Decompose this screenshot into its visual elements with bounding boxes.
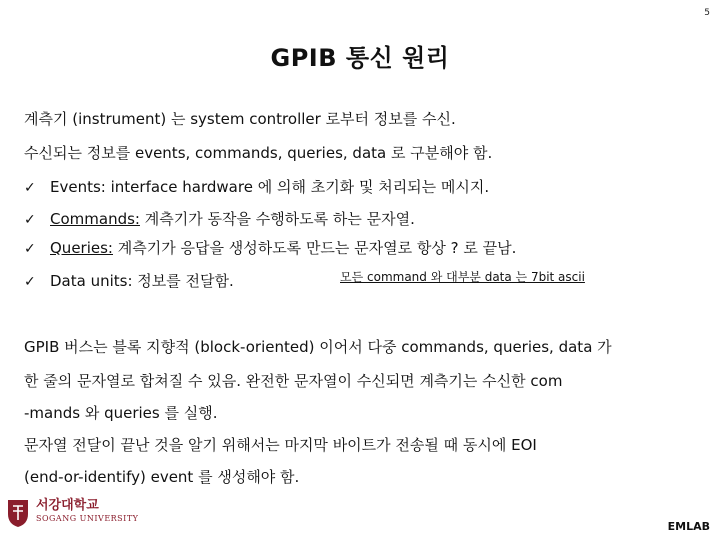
bullet-lead: Commands: [50, 210, 140, 228]
bullet-text: 정보를 전달함. [132, 272, 234, 290]
bullet-text: interface hardware 에 의해 초기화 및 처리되는 메시지. [105, 178, 490, 196]
crest-icon [6, 498, 30, 528]
body-line: GPIB 버스는 블록 지향적 (block-oriented) 이어서 다중 commands, queries, data 가 [24, 338, 612, 356]
bullet-queries [24, 237, 516, 258]
lab-label: EMLAB [667, 520, 710, 533]
check-icon: ✓ [24, 274, 36, 290]
bullet-text: 계측기가 응답을 생성하도록 만드는 문자열로 항상 ? 로 끝남. [112, 239, 517, 257]
university-logo [6, 498, 146, 530]
slide-title: GPIB 통신 원리 [270, 44, 450, 72]
bullet-lead: Data units: [50, 272, 133, 290]
bullet-text: 계측기가 동작을 수행하도록 하는 문자열. [139, 210, 415, 228]
body-line: 문자열 전달이 끝난 것을 알기 위해서는 마지막 바이트가 전송될 때 동시에 EOI [24, 436, 537, 454]
body-line: 한 줄의 문자열로 합쳐질 수 있음. 완전한 문자열이 수신되면 계측기는 수신한 com [24, 372, 563, 390]
check-icon: ✓ [24, 180, 36, 196]
bullet-lead: Events: [50, 178, 106, 196]
slide-number: 5 [704, 8, 710, 18]
logo-english-name: SOGANG UNIVERSITY [36, 514, 139, 523]
intro-line: 수신되는 정보를 events, commands, queries, data 로 구분해야 함. [24, 144, 493, 162]
body-line: (end-or-identify) event 를 생성해야 함. [24, 468, 300, 486]
bullet-data-units [24, 270, 234, 291]
intro-line: 계측기 (instrument) 는 system controller 로부터 정보를 수신. [24, 110, 456, 128]
check-icon: ✓ [24, 241, 36, 257]
bullet-lead: Queries: [50, 239, 113, 257]
check-icon: ✓ [24, 212, 36, 228]
body-line: -mands 와 queries 를 실행. [24, 404, 218, 422]
bullet-commands [24, 208, 415, 229]
logo-korean-name: 서강대학교 [36, 498, 99, 513]
bullet-events [24, 176, 489, 197]
ascii-note: 모든 command 와 대부분 data 는 7bit ascii [340, 270, 585, 284]
